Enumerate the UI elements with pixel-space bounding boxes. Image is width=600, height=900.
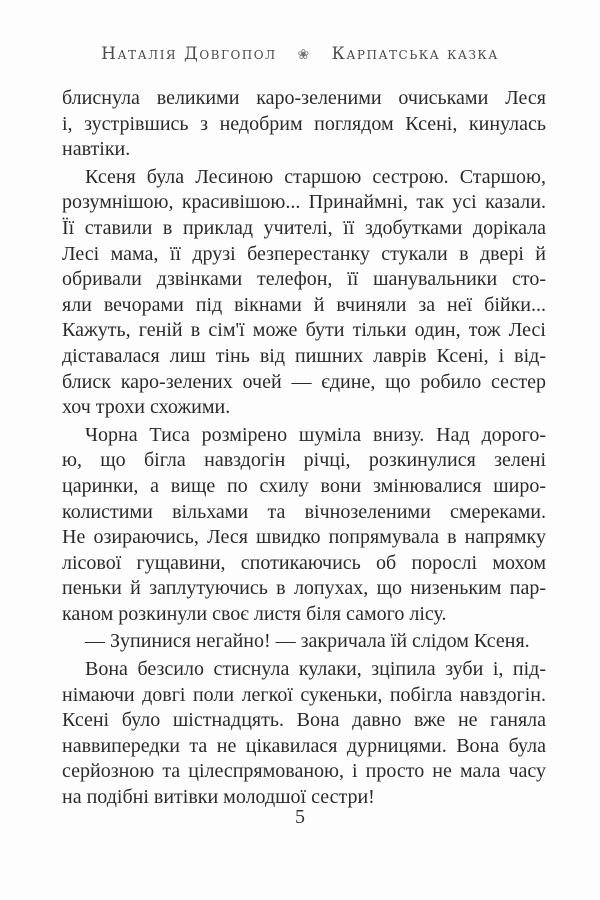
text-line: яли вечорами під вікнами й вчиняли за неї бійки... xyxy=(62,293,546,316)
text-line: пеньки й заплутуючись в лопухах, що низеньким пар- xyxy=(62,577,546,600)
text-line: Не озираючись, Леся швидко попрямувала в напрямку xyxy=(62,526,546,549)
text-line: блиск каро-зелених очей — єдине, що робило сестер xyxy=(62,370,546,393)
text-line: німаючи довгі поли легкої сукеньки, побігла навздогін. xyxy=(62,683,546,706)
text-line: і, зустрівшись з недобрим поглядом Ксені, кинулась xyxy=(62,112,546,135)
page-body-text xyxy=(62,86,546,813)
text-line: Її ставили в приклад учителі, її здобутками дорікала xyxy=(62,216,546,239)
text-line: царинки, а вище по схилу вони змінювалися широ- xyxy=(62,474,546,497)
text-line: колистими вільхами та вічнозеленими смереками. xyxy=(62,500,546,523)
text-line: Ксеня була Лесиною старшою сестрою. Старшою, xyxy=(85,165,546,188)
text-line: хоч трохи схожими. xyxy=(62,396,231,419)
paragraph xyxy=(62,165,546,421)
paragraph xyxy=(62,86,546,163)
text-line: блиснула великими каро-зеленими очиськами Леся xyxy=(62,87,546,109)
page-number: 5 xyxy=(295,806,305,828)
text-line: обривали дзвінками телефон, її шанувальники сто- xyxy=(62,268,546,291)
text-line: на подібні витівки молодшої сестри! xyxy=(62,786,375,809)
text-line: каном розкинули своє листя біля самого лісу. xyxy=(62,602,447,625)
text-line: наввипередки та не цікавилася дурницями. Вона була xyxy=(62,734,546,757)
text-line: Лесі мама, її друзі безперестанку стукали в двері й xyxy=(62,242,546,265)
text-line: ю, що бігла навздогін річці, розкинулися зелені xyxy=(62,449,546,472)
text-line: розумнішою, красивішою... Принаймні, так усі казали. xyxy=(62,191,546,214)
paragraph xyxy=(62,657,546,811)
paragraph xyxy=(62,629,546,655)
text-line: серйозною та цілеспрямованою, і просто не мала часу xyxy=(62,760,546,783)
flower-ornament-icon: ❀ xyxy=(297,47,311,63)
text-line: Ксені було шістнадцять. Вона давно вже не ганяла xyxy=(62,709,546,732)
header-author: Наталія Довгопол xyxy=(101,44,277,64)
paragraph xyxy=(62,423,546,628)
text-line: лісової гущавини, спотикаючись об порослі мохом xyxy=(62,551,546,574)
text-line: Кажуть, геній в сім'ї може бути тільки один, тож Лесі xyxy=(62,319,546,342)
text-line: Чорна Тиса розмірено шуміла внизу. Над дорого- xyxy=(85,423,546,446)
header-title: Карпатська казка xyxy=(331,44,499,64)
text-line: діставалася лиш тінь від пишних лаврів Ксені, і від- xyxy=(62,344,546,367)
text-line: Вона безсило стиснула кулаки, зціпила зуби і, під- xyxy=(85,658,546,681)
text-line: навтіки. xyxy=(62,138,131,161)
text-line: — Зупинися негайно! — закричала їй слідом Ксеня. xyxy=(85,630,530,653)
running-header xyxy=(0,44,600,64)
